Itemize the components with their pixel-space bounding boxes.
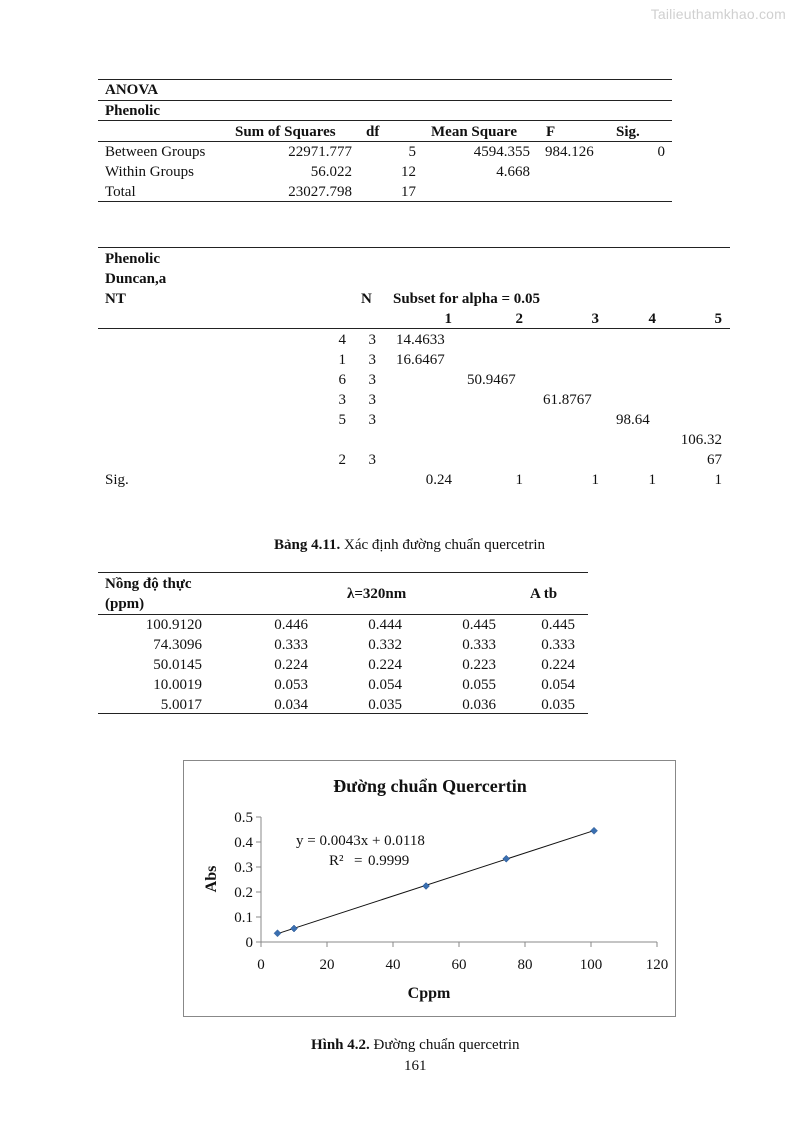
duncan-row-n: 3	[368, 352, 376, 368]
duncan-row-n: 3	[368, 372, 376, 388]
r-squared-equals: =	[354, 853, 363, 869]
duncan-row-s1: 16.6467	[396, 352, 445, 368]
anova-header-ss: Sum of Squares	[235, 124, 336, 140]
data-point	[291, 925, 298, 932]
x-tick-label: 100	[579, 957, 603, 973]
duncan-sig-value: 1	[714, 472, 722, 488]
duncan-row-s2: 50.9467	[467, 372, 516, 388]
y-tick-label: 0.5	[234, 810, 253, 826]
duncan-row-n: 3	[368, 452, 376, 468]
table-rule	[98, 247, 730, 248]
duncan-sig-value: 0.24	[425, 472, 452, 488]
duncan-subset-col: 4	[648, 311, 656, 327]
data-point	[274, 930, 281, 937]
x-axis-title: Cppm	[407, 985, 451, 1002]
page-number: 161	[404, 1058, 427, 1074]
absorbance-cell: 0.446	[274, 617, 308, 633]
x-tick-label: 80	[517, 957, 533, 973]
duncan-col-nt: NT	[105, 291, 126, 307]
duncan-row-n: 3	[368, 332, 376, 348]
anova-row-df: 12	[401, 164, 416, 180]
y-tick-label: 0	[245, 935, 253, 951]
x-tick-label: 40	[385, 957, 401, 973]
y-axis-title: Abs	[203, 865, 220, 893]
duncan-sig-value: 1	[648, 472, 656, 488]
absorbance-cell: 0.333	[274, 637, 308, 653]
duncan-sig-value: 1	[591, 472, 599, 488]
anova-row-ss: 56.022	[310, 164, 352, 180]
atb-cell: 0.445	[541, 617, 575, 633]
duncan-subset-col: 3	[591, 311, 599, 327]
r-squared-value: 0.9999	[368, 853, 410, 869]
anova-row-ms: 4594.355	[473, 144, 530, 160]
duncan-subset-col: 2	[515, 311, 523, 327]
absorbance-cell: 0.333	[462, 637, 496, 653]
x-tick-label: 20	[319, 957, 335, 973]
duncan-col-n: N	[361, 291, 372, 307]
absorbance-cell: 0.224	[274, 657, 308, 673]
duncan-sig-value: 1	[515, 472, 523, 488]
conc-cell: 10.0019	[153, 677, 202, 693]
x-tick-label: 0	[257, 957, 265, 973]
table-rule	[98, 79, 672, 80]
anova-row-f: 984.126	[545, 144, 594, 160]
absorbance-cell: 0.035	[368, 697, 402, 713]
figure-caption	[311, 1037, 520, 1054]
data-point	[423, 883, 430, 890]
anova-row-label: Total	[105, 184, 136, 200]
anova-row-ss: 22971.777	[288, 144, 352, 160]
duncan-row-n: 3	[368, 392, 376, 408]
duncan-row-s5: 106.32	[680, 432, 722, 448]
atb-cell: 0.054	[541, 677, 575, 693]
watermark: Tailieuthamkhao.com	[650, 6, 786, 22]
duncan-row-s1: 14.4633	[396, 332, 445, 348]
data-point	[503, 855, 510, 862]
duncan-title: Phenolic	[105, 251, 160, 267]
anova-row-label: Within Groups	[105, 164, 194, 180]
conc-cell: 100.9120	[145, 617, 202, 633]
header-atb: A tb	[530, 586, 558, 602]
table-rule	[98, 572, 588, 573]
anova-header-f: F	[546, 124, 556, 140]
absorbance-cell: 0.034	[274, 697, 308, 713]
anova-header-sig: Sig.	[616, 124, 640, 140]
x-tick-label: 120	[645, 957, 669, 973]
y-tick-label: 0.3	[234, 860, 253, 876]
duncan-row-s4: 98.64	[616, 412, 650, 428]
y-tick-label: 0.4	[234, 835, 253, 851]
conc-cell: 74.3096	[153, 637, 202, 653]
absorbance-cell: 0.224	[368, 657, 402, 673]
table-caption-text: Xác định đường chuẩn quercetrin	[340, 537, 546, 553]
table-rule	[98, 100, 672, 101]
absorbance-cell: 0.053	[274, 677, 308, 693]
figure-caption-text: Đường chuẩn quercetrin	[369, 1037, 520, 1053]
duncan-row-nt: 2	[338, 452, 346, 468]
x-tick-label: 60	[451, 957, 467, 973]
anova-row-df: 17	[401, 184, 416, 200]
figure-caption-number: Hình 4.2.	[311, 1037, 370, 1053]
table-rule	[98, 201, 672, 202]
duncan-row-nt: 5	[338, 412, 346, 428]
duncan-row-s3: 61.8767	[543, 392, 592, 408]
duncan-row-n: 3	[368, 412, 376, 428]
table-caption-number: Bảng 4.11.	[274, 537, 341, 553]
trendline-equation: y = 0.0043x + 0.0118	[296, 833, 425, 849]
anova-header-df: df	[366, 124, 380, 140]
duncan-row-nt: 4	[338, 332, 346, 348]
r-squared-label: R²	[329, 853, 344, 869]
anova-row-ms: 4.668	[496, 164, 530, 180]
table-caption	[274, 537, 545, 554]
anova-row-label: Between Groups	[105, 144, 206, 160]
duncan-method: Duncan,a	[105, 271, 167, 287]
duncan-sig-label: Sig.	[105, 472, 129, 488]
anova-subtitle: Phenolic	[105, 103, 160, 119]
data-point	[591, 827, 598, 834]
y-tick-label: 0.1	[234, 910, 253, 926]
table-rule	[98, 120, 672, 121]
atb-cell: 0.333	[541, 637, 575, 653]
duncan-row-nt: 3	[338, 392, 346, 408]
duncan-subset-col: 1	[444, 311, 452, 327]
table-rule	[98, 328, 730, 329]
absorbance-cell: 0.444	[368, 617, 402, 633]
absorbance-cell: 0.332	[368, 637, 402, 653]
header-lambda: λ=320nm	[347, 586, 407, 602]
absorbance-cell: 0.223	[462, 657, 496, 673]
conc-cell: 5.0017	[160, 697, 202, 713]
y-tick-label: 0.2	[234, 885, 253, 901]
duncan-row-nt: 6	[338, 372, 346, 388]
header-conc-unit: (ppm)	[105, 596, 145, 612]
anova-row-ss: 23027.798	[288, 184, 352, 200]
chart-frame	[183, 760, 676, 1017]
anova-row-df: 5	[408, 144, 416, 160]
chart-title: Đường chuẩn Quercertin	[333, 776, 527, 796]
duncan-row-s5: 67	[707, 452, 722, 468]
absorbance-cell: 0.036	[462, 697, 496, 713]
atb-cell: 0.035	[541, 697, 575, 713]
anova-header-ms: Mean Square	[431, 124, 517, 140]
anova-title: ANOVA	[105, 82, 159, 98]
anova-row-sig: 0	[657, 144, 665, 160]
absorbance-cell: 0.445	[462, 617, 496, 633]
absorbance-cell: 0.055	[462, 677, 496, 693]
duncan-subset-col: 5	[714, 311, 722, 327]
atb-cell: 0.224	[541, 657, 575, 673]
duncan-subset-header: Subset for alpha = 0.05	[393, 291, 541, 307]
header-conc: Nồng độ thực	[105, 576, 192, 592]
absorbance-cell: 0.054	[368, 677, 402, 693]
calibration-chart	[184, 761, 675, 1016]
conc-cell: 50.0145	[153, 657, 202, 673]
table-rule	[98, 713, 588, 714]
duncan-row-nt: 1	[338, 352, 346, 368]
